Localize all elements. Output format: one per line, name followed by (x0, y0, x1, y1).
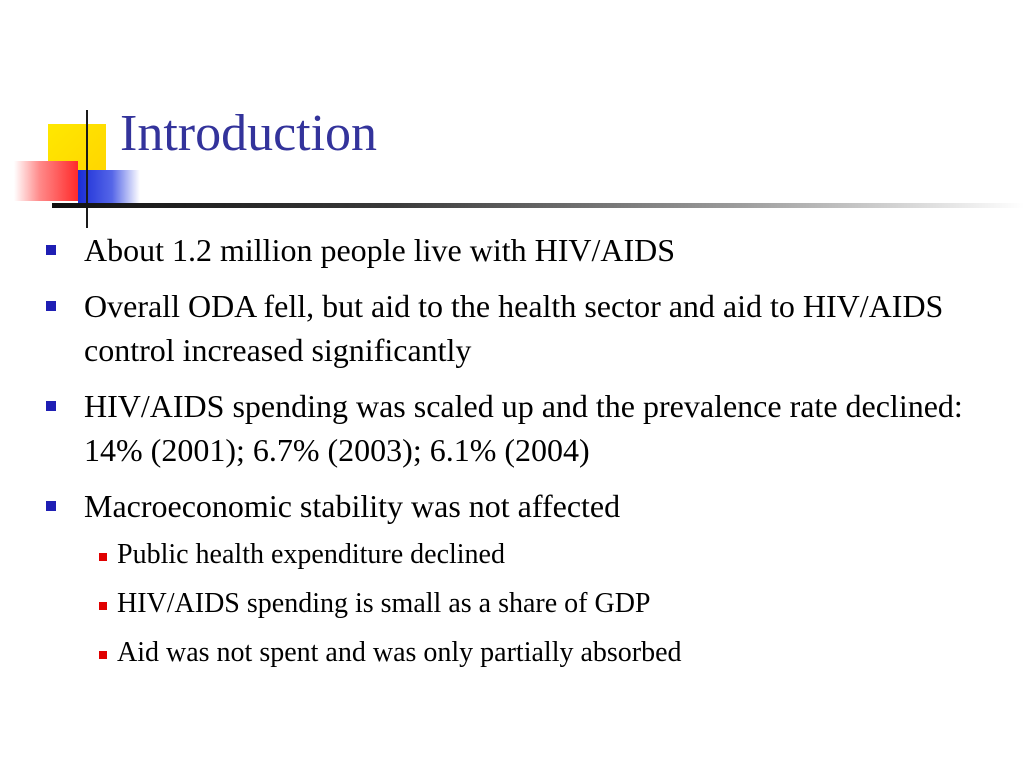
bullet-list (46, 228, 976, 685)
sub-bullet-marker-icon (99, 553, 107, 561)
slide-title: Introduction (120, 105, 378, 162)
sub-bullet-text: Public health expenditure declined (117, 539, 505, 570)
bullet-text: Macroeconomic stability was not affected (84, 488, 621, 524)
sub-bullet-marker-icon (99, 602, 107, 610)
bullet-marker-icon (46, 501, 56, 511)
sub-bullet-item (84, 587, 976, 621)
bullet-item (46, 284, 976, 372)
decorative-red-bar (14, 161, 78, 201)
bullet-item (46, 228, 976, 272)
bullet-marker-icon (46, 245, 56, 255)
bullet-marker-icon (46, 401, 56, 411)
bullet-item (46, 484, 976, 670)
title-underline (52, 203, 1024, 208)
bullet-item (46, 384, 976, 472)
bullet-text: Overall ODA fell, but aid to the health sector and aid to HIV/AIDS control increased significantly (84, 288, 944, 368)
decorative-vertical-line (86, 110, 88, 228)
sub-bullet-list (84, 538, 976, 670)
bullet-text: HIV/AIDS spending was scaled up and the prevalence rate declined: 14% (2001); 6.7% (2003); 6.1% (2004) (84, 388, 963, 468)
bullet-text: About 1.2 million people live with HIV/AIDS (84, 232, 676, 268)
sub-bullet-item (84, 636, 976, 670)
bullet-marker-icon (46, 301, 56, 311)
sub-bullet-text: HIV/AIDS spending is small as a share of GDP (117, 588, 651, 619)
sub-bullet-marker-icon (99, 651, 107, 659)
sub-bullet-text: Aid was not spent and was only partially absorbed (117, 637, 682, 668)
sub-bullet-item (84, 538, 976, 572)
